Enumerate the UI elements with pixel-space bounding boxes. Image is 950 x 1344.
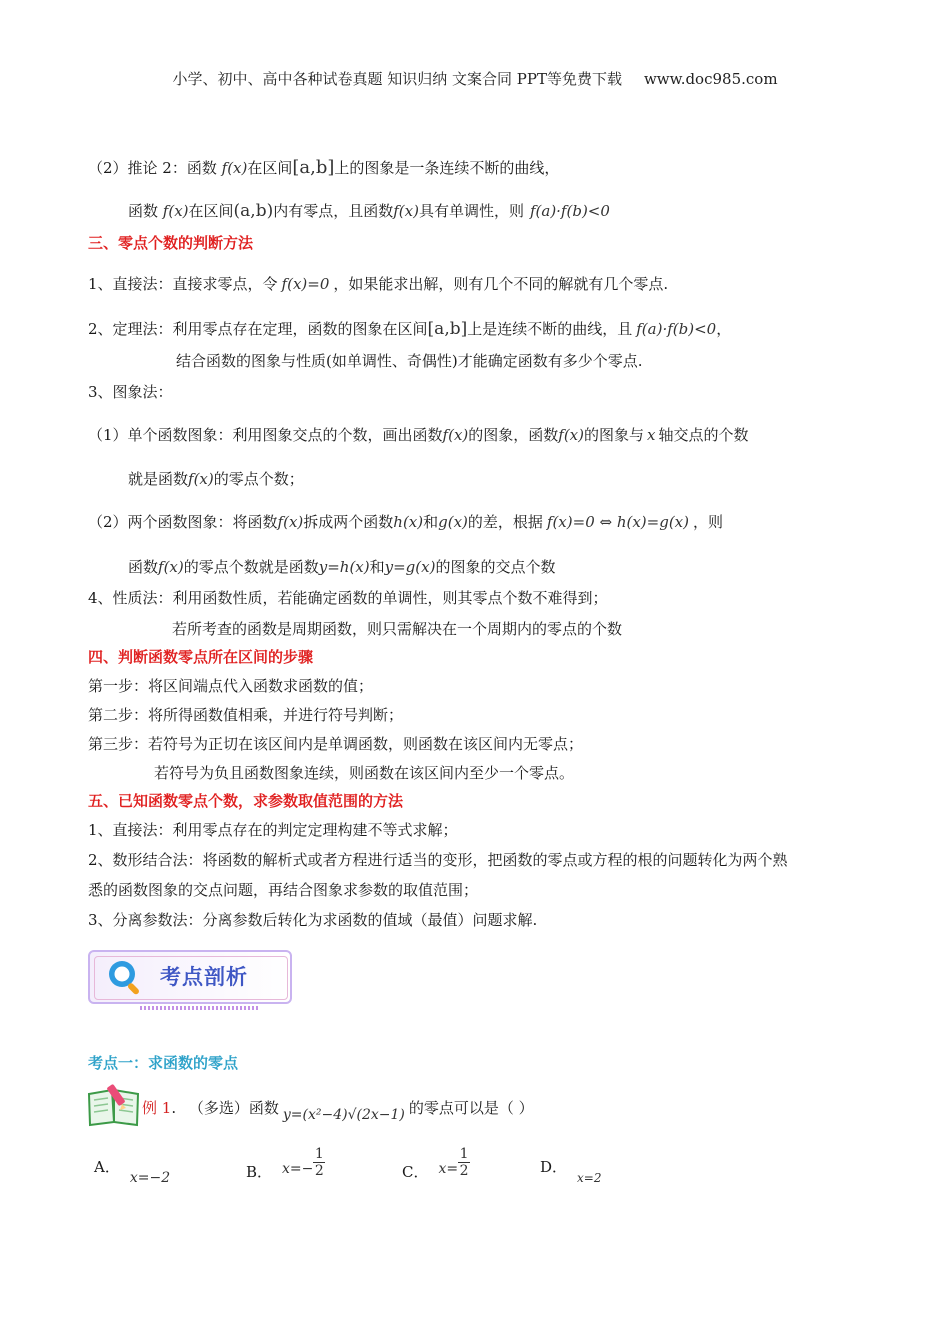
option-b-fraction xyxy=(313,1146,325,1179)
kaodian-1-title: 考点一：求函数的零点 xyxy=(88,1054,239,1072)
header-site[interactable]: www.doc985.com xyxy=(643,70,778,88)
corollary-2-line-2 xyxy=(128,200,610,222)
math-gx: g(x) xyxy=(438,513,468,531)
header-text: 小学、初中、高中各种试卷真题 知识归纳 文案合同 PPT等免费下载 xyxy=(172,70,622,88)
math-fx: f(x) xyxy=(188,470,214,488)
text: 的差，根据 xyxy=(467,513,543,531)
text: 上的图象是一条连续不断的曲线， xyxy=(334,159,560,177)
step-3: 第三步：若符号为正切在该区间内是单调函数，则函数在该区间内无零点； xyxy=(88,735,584,753)
text: （1）单个函数图象：利用图象交点的个数，画出函数 xyxy=(88,426,443,444)
option-d[interactable] xyxy=(540,1156,602,1185)
magnifier-icon xyxy=(102,956,150,996)
option-c-numerator: 1 xyxy=(459,1146,469,1162)
text: （2）推论 2：函数 xyxy=(88,159,217,177)
text: 2、定理法：利用零点存在定理，函数的图象在区间 xyxy=(88,320,428,338)
step-2: 第二步：将所得函数值相乘，并进行符号判断； xyxy=(88,706,404,724)
method-3-1 xyxy=(88,424,749,446)
method-3-1-cont xyxy=(128,468,304,490)
math-fx: f(x) xyxy=(162,202,189,220)
math-equation: f(x)=0 xyxy=(281,275,330,293)
text: 在区间 xyxy=(188,202,234,220)
example-dot: . xyxy=(171,1099,177,1117)
text: 内有零点，且函数 xyxy=(273,202,394,220)
option-c-prefix: x= xyxy=(438,1160,459,1177)
math-fx: f(x) xyxy=(558,426,584,444)
section-5-title: 五、已知函数零点个数，求参数取值范围的方法 xyxy=(88,792,404,810)
option-c-denominator: 2 xyxy=(459,1163,469,1179)
text: 的零点个数； xyxy=(213,470,304,488)
example-1 xyxy=(142,1097,534,1123)
method-1 xyxy=(88,273,668,295)
option-a-label: A． xyxy=(94,1158,120,1176)
example-text-b: 的零点可以是（ ） xyxy=(408,1099,534,1117)
text: 和 xyxy=(369,558,385,576)
text: 轴交点的个数 xyxy=(658,426,749,444)
param-method-2-cont: 悉的函数图象的交点问题，再结合图象求参数的取值范围； xyxy=(88,881,479,899)
method-2 xyxy=(88,318,731,340)
method-3: 3、图象法： xyxy=(88,383,173,401)
option-d-value: x=2 xyxy=(577,1171,602,1185)
text: 1、直接法：直接求零点，令 xyxy=(88,275,278,293)
text: 函数 xyxy=(128,202,159,220)
corollary-2-line-1 xyxy=(88,157,559,179)
page-header xyxy=(0,68,950,89)
text: 函数 xyxy=(128,558,159,576)
param-method-3: 3、分离参数法：分离参数后转化为求函数的值域（最值）问题求解. xyxy=(88,911,538,929)
text: 的图象的交点个数 xyxy=(435,558,556,576)
book-pencil-icon xyxy=(86,1082,142,1128)
step-3-cont: 若符号为负且函数图象连续，则函数在该区间内至少一个零点。 xyxy=(154,764,575,782)
math-y-hx: y=h(x) xyxy=(318,558,370,576)
option-c[interactable] xyxy=(402,1146,470,1179)
method-3-2-cont xyxy=(128,556,555,578)
option-b-label: B． xyxy=(246,1162,273,1181)
text: ， xyxy=(716,320,732,338)
kaodian-banner xyxy=(88,950,290,1012)
text: ，则 xyxy=(693,513,724,531)
math-inequality: f(a)·f(b)<0 xyxy=(529,202,610,220)
option-b-prefix: x=− xyxy=(282,1160,314,1177)
step-1: 第一步：将区间端点代入函数求函数的值； xyxy=(88,677,374,695)
text: 的图象，函数 xyxy=(468,426,559,444)
math-fx: f(x) xyxy=(442,426,469,444)
text: 上是连续不断的曲线，且 xyxy=(467,320,633,338)
math-inequality: f(a)·f(b)<0 xyxy=(636,320,717,338)
text: （2）两个函数图象：将函数 xyxy=(88,513,278,531)
param-method-1: 1、直接法：利用零点存在的判定定理构建不等式求解； xyxy=(88,821,458,839)
banner-title: 考点剖析 xyxy=(160,965,248,989)
math-open-interval: (a,b) xyxy=(233,201,274,221)
method-4-cont: 若所考查的函数是周期函数，则只需解决在一个周期内的零点的个数 xyxy=(172,620,623,638)
math-fx: f(x) xyxy=(277,513,304,531)
section-3-title: 三、零点个数的判断方法 xyxy=(88,234,254,252)
option-b-numerator: 1 xyxy=(314,1146,324,1162)
math-closed-interval: [a,b] xyxy=(292,157,335,178)
option-a-value: x=−2 xyxy=(129,1170,171,1186)
example-text-a: （多选）函数 xyxy=(188,1099,279,1117)
param-method-2: 2、数形结合法：将函数的解析式或者方程进行适当的变形，把函数的零点或方程的根的问题转化为两个熟 xyxy=(88,851,788,869)
math-fx: f(x) xyxy=(221,159,248,177)
section-4-title: 四、判断函数零点所在区间的步骤 xyxy=(88,648,314,666)
option-b[interactable] xyxy=(246,1146,325,1179)
text: 就是函数 xyxy=(128,470,189,488)
math-closed-interval: [a,b] xyxy=(427,319,468,339)
text: 在区间 xyxy=(247,159,293,177)
math-equivalence: f(x)=0 ⇔ h(x)=g(x) xyxy=(546,513,689,531)
text: 和 xyxy=(423,513,439,531)
option-b-denominator: 2 xyxy=(314,1163,324,1179)
text: 拆成两个函数 xyxy=(303,513,394,531)
math-fx: f(x) xyxy=(158,558,184,576)
method-2-cont: 结合函数的图象与性质(如单调性、奇偶性)才能确定函数有多少个零点. xyxy=(176,352,643,370)
option-c-fraction xyxy=(458,1146,470,1179)
text: 具有单调性，则 xyxy=(418,202,524,220)
example-formula: y=(x²−4)√(2x−1) xyxy=(282,1107,405,1123)
method-3-2 xyxy=(88,511,723,533)
math-hx: h(x) xyxy=(393,513,424,531)
math-y-gx: y=g(x) xyxy=(384,558,436,576)
banner-stripes xyxy=(140,1006,260,1010)
text: 的零点个数就是函数 xyxy=(183,558,319,576)
text: 的图象与 xyxy=(584,426,645,444)
option-d-label: D． xyxy=(540,1158,568,1176)
example-label: 例 1 xyxy=(142,1099,172,1117)
method-4: 4、性质法：利用函数性质，若能确定函数的单调性，则其零点个数不难得到； xyxy=(88,589,608,607)
math-fx: f(x) xyxy=(393,202,419,220)
text: ，如果能求出解，则有几个不同的解就有几个零点. xyxy=(333,275,669,293)
option-a[interactable] xyxy=(94,1156,171,1186)
math-x: x xyxy=(647,426,656,444)
option-c-label: C． xyxy=(402,1162,429,1181)
